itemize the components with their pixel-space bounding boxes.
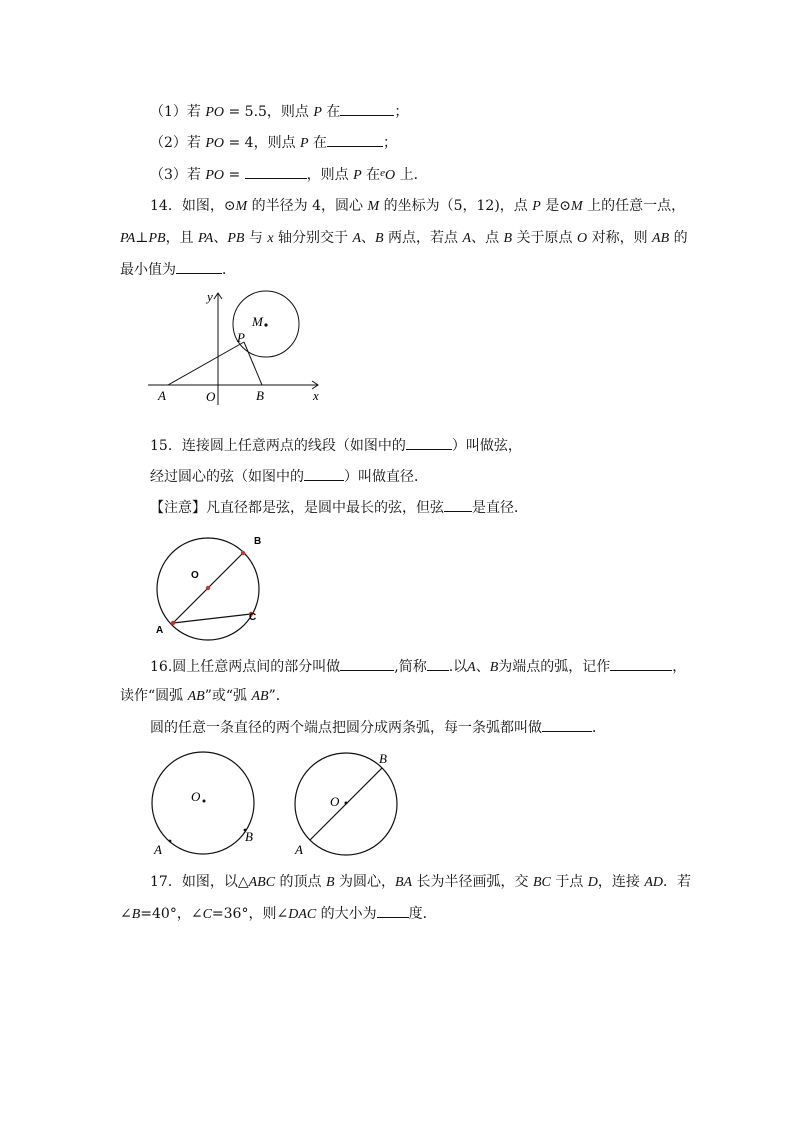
label-b: B — [245, 829, 253, 844]
answer-blank[interactable] — [340, 656, 394, 671]
text: ， — [672, 659, 687, 675]
var: C — [202, 907, 212, 922]
var: AB — [251, 689, 269, 704]
text: ）叫做弦， — [451, 438, 522, 454]
text: 的半径为 4，圆心 — [247, 198, 368, 214]
label-y: y — [207, 289, 213, 304]
q14-line-3 — [120, 259, 236, 280]
q15-line-2 — [150, 466, 428, 487]
text: 的顶点 — [275, 874, 326, 890]
text: 的 — [669, 230, 688, 246]
text: （2）若 — [150, 135, 206, 151]
label-m: M — [252, 314, 263, 329]
var: AB — [187, 689, 205, 704]
var: B — [325, 875, 335, 890]
answer-blank[interactable] — [427, 656, 449, 671]
var: BA — [394, 875, 413, 890]
var: P — [313, 105, 322, 120]
var: A — [467, 660, 476, 675]
text: （3）若 — [150, 167, 206, 183]
var: P — [300, 136, 309, 151]
text: 、 — [213, 230, 228, 246]
text: 轴分别交于 — [273, 230, 353, 246]
text: 16.圆上任意两点间的部分叫做 — [150, 659, 341, 675]
text: =40°，∠ — [140, 906, 203, 922]
label-b: B — [256, 388, 264, 403]
text: 圆的任意一条直径的两个端点把圆分成两条弧，每一条弧都叫做 — [150, 720, 542, 736]
text: 是直径． — [472, 500, 528, 516]
var: B — [375, 231, 384, 246]
text: 、 — [475, 659, 490, 675]
text: 最小值为 — [120, 262, 176, 278]
text: 与 — [244, 230, 268, 246]
center-dot — [203, 800, 206, 803]
text: 两点，若点 — [383, 230, 463, 246]
text: 、 — [361, 230, 376, 246]
text: 【注意】凡直径都是弦，是圆中最长的弦，但弦 — [150, 500, 444, 516]
q15-line-3 — [150, 497, 528, 518]
text: ． — [222, 262, 236, 278]
answer-blank[interactable] — [406, 435, 452, 450]
var: P — [532, 199, 541, 214]
var: D — [587, 875, 598, 890]
label-c: C — [249, 612, 257, 623]
label-o: O — [206, 389, 216, 404]
answer-blank[interactable] — [245, 164, 307, 179]
answer-blank[interactable] — [327, 132, 383, 147]
text: 为圆心， — [334, 874, 395, 890]
var: PA — [198, 231, 214, 246]
var: PO — [205, 105, 225, 120]
label-a: A — [295, 842, 303, 857]
var: B — [503, 231, 513, 246]
q14-line-1 — [150, 196, 685, 217]
text: ,简称 — [394, 659, 427, 675]
label-a: A — [158, 388, 166, 403]
label-b: B — [379, 751, 387, 766]
text: ，且 — [165, 230, 199, 246]
q13-item-2 — [150, 132, 397, 154]
text: 上． — [395, 167, 428, 183]
label-b: B — [254, 536, 262, 547]
q14-figure — [140, 285, 330, 410]
label-p: P — [237, 330, 245, 345]
text: 长为半径画弧，交 — [412, 874, 533, 890]
text: ”． — [268, 688, 290, 704]
var: x — [267, 231, 274, 246]
text: 关于原点 — [512, 230, 577, 246]
text: 、点 — [471, 230, 504, 246]
answer-blank[interactable] — [304, 466, 344, 481]
text: ”或“弧 — [204, 688, 252, 704]
text: 于点 — [550, 874, 588, 890]
text: .以 — [448, 659, 468, 675]
q16-figure-1 — [148, 748, 268, 860]
text: 在 — [308, 135, 328, 151]
var: M — [571, 199, 583, 214]
answer-blank[interactable] — [542, 717, 592, 732]
text: 为端点的弧，记作 — [498, 659, 611, 675]
answer-blank[interactable] — [377, 903, 409, 918]
var: O — [577, 231, 588, 246]
label-a: A — [156, 625, 164, 636]
var: B — [131, 907, 141, 922]
circle-symbol: e — [380, 167, 386, 179]
var: PO — [205, 168, 225, 183]
var: P — [353, 168, 362, 183]
text: =36°，则∠ — [211, 906, 289, 922]
circle-o — [152, 752, 254, 854]
label-o: O — [191, 789, 201, 804]
text: 的坐标为（5，12)，点 — [379, 198, 533, 214]
var: BC — [532, 875, 551, 890]
label-x: x — [313, 388, 319, 403]
text: 在 — [361, 167, 381, 183]
text: 15．连接圆上任意两点的线段（如图中的 — [150, 438, 406, 454]
text: 17．如图，以△ — [150, 874, 249, 890]
center-dot — [345, 802, 348, 805]
text: ∠ — [120, 906, 132, 922]
text: 对称，则 — [587, 230, 653, 246]
text: ，连接 — [597, 874, 645, 890]
point-o — [206, 586, 210, 590]
text: ． — [592, 720, 606, 736]
var: M — [367, 199, 380, 214]
text: 14．如图，⊙ — [150, 198, 236, 214]
text: 的大小为 — [316, 906, 377, 922]
var: DAC — [288, 907, 317, 922]
segment-pb — [244, 342, 262, 385]
text: ．若 — [663, 874, 692, 890]
point-a — [169, 840, 172, 843]
var: A — [462, 231, 472, 246]
q17-line-1 — [150, 872, 691, 893]
var: PO — [205, 136, 225, 151]
text: = 5.5，则点 — [224, 104, 314, 120]
q14-line-2 — [120, 228, 688, 249]
text: 度． — [408, 906, 437, 922]
text: ； — [383, 135, 398, 151]
text: 是⊙ — [540, 198, 571, 214]
q16-line-2 — [120, 686, 290, 707]
text: ； — [394, 104, 409, 120]
text: （1）若 — [150, 104, 206, 120]
label-o: O — [330, 794, 340, 809]
chord-ac — [173, 614, 251, 623]
var: ABC — [248, 875, 276, 890]
q13-item-3 — [150, 163, 428, 186]
var: A — [352, 231, 362, 246]
text: ，则点 — [306, 167, 354, 183]
segment-pa — [168, 342, 244, 385]
var: PA⊥PB — [120, 231, 166, 246]
text: ）叫做直径． — [344, 469, 428, 485]
text: 经过圆心的弦（如图中的 — [150, 469, 304, 485]
label-o: O — [191, 570, 199, 581]
answer-blank[interactable] — [176, 259, 222, 274]
q16-figure-2 — [290, 748, 410, 860]
q16-line-3 — [150, 717, 606, 738]
answer-blank[interactable] — [444, 497, 472, 512]
var: B — [489, 660, 499, 675]
answer-blank[interactable] — [610, 656, 672, 671]
var: AB — [652, 231, 670, 246]
text: 上的任意一点， — [582, 198, 686, 214]
q13-item-1 — [150, 101, 408, 123]
var: O — [385, 168, 396, 183]
point-b — [241, 551, 245, 555]
var: AD — [644, 875, 664, 890]
label-a: A — [154, 842, 162, 857]
text: 在 — [321, 104, 341, 120]
q17-line-2 — [120, 903, 437, 925]
text: = — [224, 167, 245, 183]
q16-line-1 — [150, 656, 686, 678]
center-m-dot — [264, 323, 267, 326]
point-a — [171, 621, 175, 625]
text: = 4，则点 — [224, 135, 301, 151]
text: 读作“圆弧 — [120, 688, 188, 704]
q15-line-1 — [150, 435, 522, 456]
var: PB — [227, 231, 245, 246]
answer-blank[interactable] — [340, 101, 394, 116]
q15-figure — [150, 532, 275, 642]
var: M — [235, 199, 248, 214]
